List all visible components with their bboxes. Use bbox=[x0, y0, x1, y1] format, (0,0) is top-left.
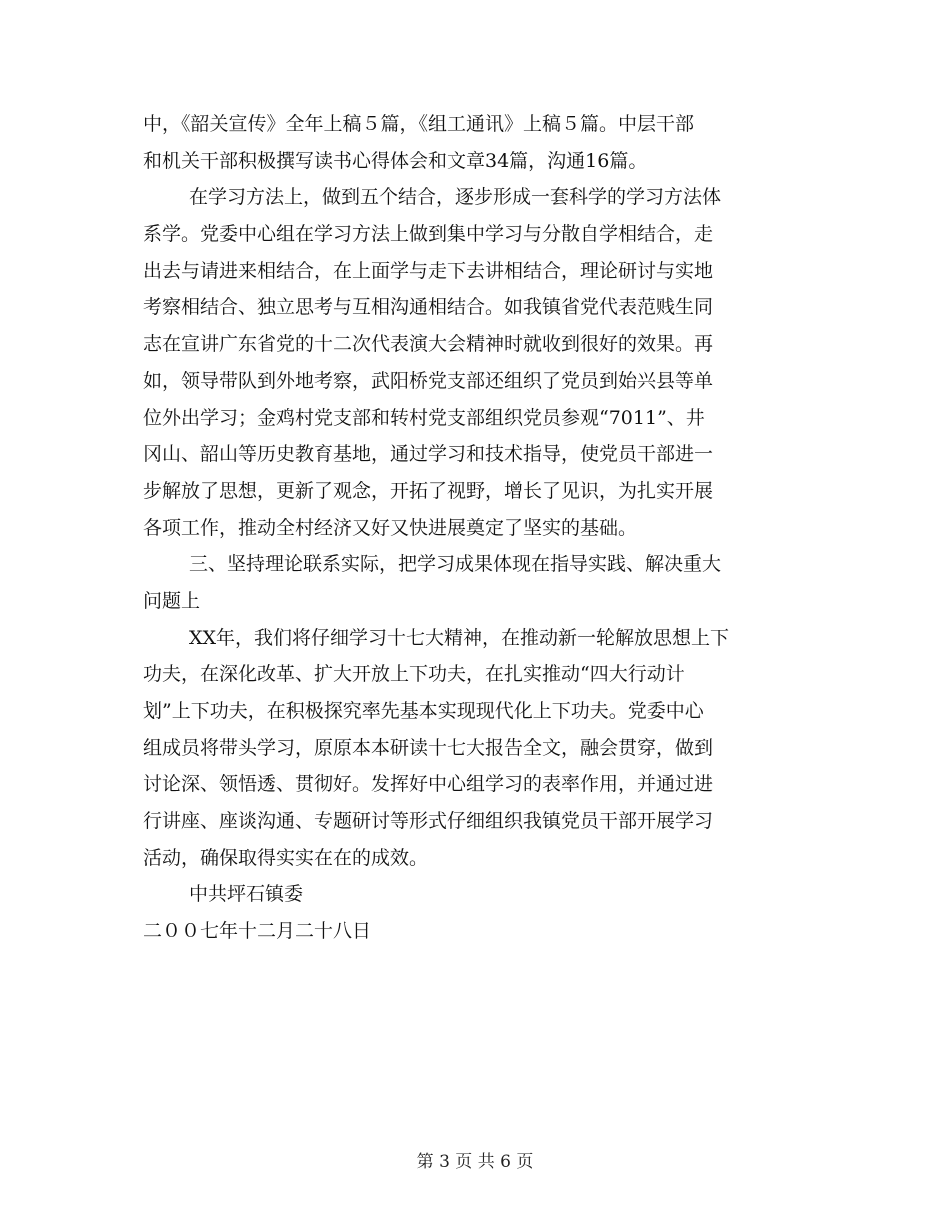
section-heading-line: 问题上 bbox=[143, 589, 201, 612]
text-line: 和机关干部积极撰写读书心得体会和文章34篇，沟通16篇。 bbox=[143, 149, 648, 172]
document-body bbox=[143, 106, 803, 950]
section-heading-line: 三、坚持理论联系实际，把学习成果体现在指导实践、解决重大 bbox=[189, 553, 722, 576]
text-line: 讨论深、领悟透、贯彻好。发挥好中心组学习的表率作用，并通过进 bbox=[143, 773, 714, 796]
text-line: 各项工作，推动全村经济又好又快进展奠定了坚实的基础。 bbox=[143, 516, 638, 539]
text-line: 功夫，在深化改革、扩大开放上下功夫，在扎实推动“四大行动计 bbox=[143, 663, 685, 686]
text-line: 系学。党委中心组在学习方法上做到集中学习与分散自学相结合，走 bbox=[143, 223, 714, 246]
text-line: 划”上下功夫，在积极探究率先基本实现现代化上下功夫。党委中心 bbox=[143, 700, 704, 722]
text-line: 步解放了思想，更新了观念，开拓了视野，增长了见识，为扎实开展 bbox=[143, 479, 714, 502]
paragraph-start-line: XX年，我们将仔细学习十七大精神，在推动新一轮解放思想上下 bbox=[189, 626, 730, 649]
text-line: 组成员将带头学习，原原本本研读十七大报告全文，融会贯穿，做到 bbox=[143, 736, 714, 759]
signature-organization: 中共坪石镇委 bbox=[189, 883, 304, 906]
page-number-footer: 第 3 页 共 6 页 bbox=[416, 1152, 534, 1172]
text-line: 行讲座、座谈沟通、专题研讨等形式仔细组织我镇党员干部开展学习 bbox=[143, 810, 714, 833]
paragraph-start-line: 在学习方法上，做到五个结合，逐步形成一套科学的学习方法体 bbox=[189, 186, 722, 209]
text-line: 志在宣讲广东省党的十二次代表演大会精神时就收到很好的效果。再 bbox=[143, 333, 714, 356]
text-line: 冈山、韶山等历史教育基地，通过学习和技术指导，使党员干部进一 bbox=[143, 443, 714, 466]
text-line: 活动，确保取得实实在在的成效。 bbox=[143, 846, 429, 869]
text-line: 考察相结合、独立思考与互相沟通相结合。如我镇省党代表范贱生同 bbox=[143, 296, 714, 319]
text-line: 中，《韶关宣传》全年上稿５篇，《组工通讯》上稿５篇。中层干部 bbox=[143, 113, 695, 135]
signature-date: 二００七年十二月二十八日 bbox=[143, 920, 372, 943]
text-line: 出去与请进来相结合，在上面学与走下去讲相结合，理论研讨与实地 bbox=[143, 259, 714, 282]
text-line: 位外出学习；金鸡村党支部和转村党支部组织党员参观“7011”、井 bbox=[143, 406, 705, 429]
text-line: 如，领导带队到外地考察，武阳桥党支部还组织了党员到始兴县等单 bbox=[143, 369, 714, 392]
